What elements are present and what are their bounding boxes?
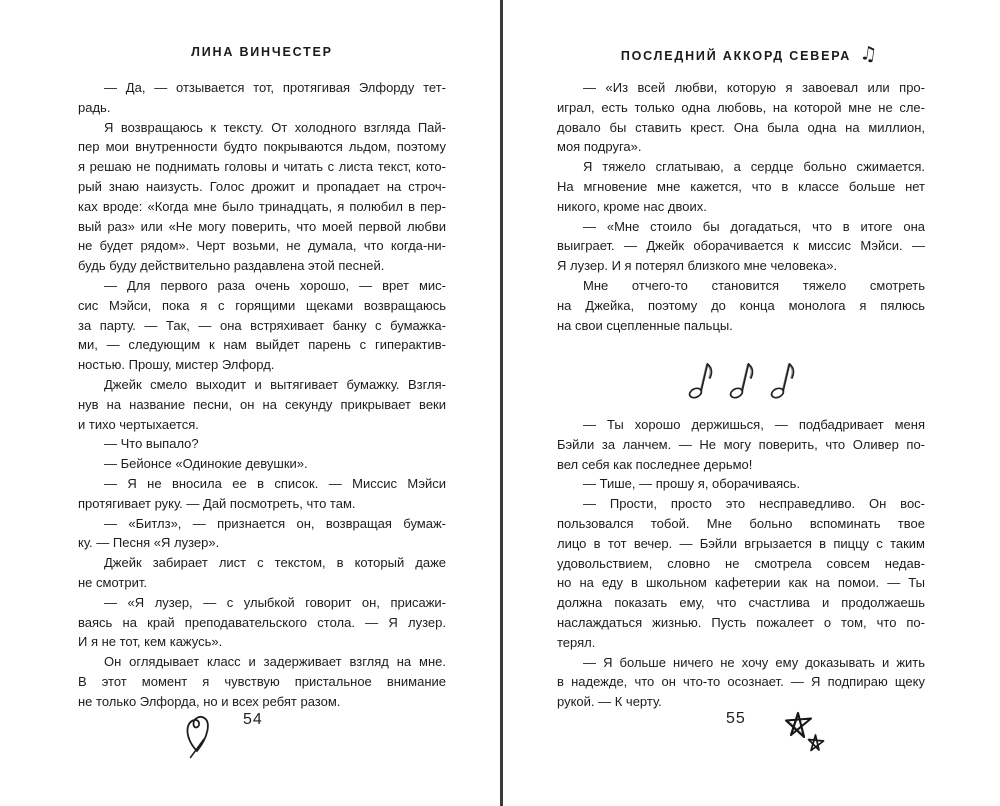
paragraph <box>78 78 446 118</box>
text-line: Бэйли за ланчем. — Не могу поверить, что Оливер по- <box>557 436 925 452</box>
text-line: — «Из всей любви, которую я завоевал или про- <box>583 80 925 95</box>
paragraph <box>557 653 925 712</box>
eighth-note-icon <box>769 355 795 401</box>
right-page <box>500 0 1000 806</box>
right-running-head <box>565 41 933 67</box>
text-line: В этот момент я чувствую пристальное внимание <box>78 673 446 689</box>
text-line: пер мои внутренности будто покрываются льдом, поэтому <box>78 139 446 155</box>
right-page-text-bottom <box>557 415 925 712</box>
left-running-head <box>78 45 446 59</box>
text-line: не только Элфорда, но и всех ребят разом. <box>78 693 341 709</box>
right-header-title: ПОСЛЕДНИЙ АККОРД СЕВЕРА <box>620 49 852 63</box>
paragraph <box>557 157 925 216</box>
text-line: Я тяжело сглатываю, а сердце больно сжимается. <box>583 159 925 175</box>
text-line: Он оглядывает класс и задерживает взгляд на мне. <box>104 654 446 670</box>
text-line: удовольствием, словно не смотрела совсем недав- <box>557 555 925 571</box>
text-line: протягивает руку. — Дай посмотреть, что там. <box>78 495 356 511</box>
beamed-eighth-notes-icon: ♫ <box>858 41 879 67</box>
right-page-number: 55 <box>726 710 746 727</box>
text-line: радь. <box>78 99 111 115</box>
paragraph <box>78 375 446 434</box>
text-line: должна показать ему, что счастлива и продолжаешь <box>557 595 925 611</box>
text-line: ваясь на край преподавательского стола. — Я лузер. <box>78 614 446 630</box>
text-line: — «Битлз», — признается он, возвращая бумаж- <box>104 515 446 531</box>
text-line: нув на название песни, он на секунду прикрывает веки <box>78 396 446 412</box>
text-line: выиграет. — Джейк оборачивается к миссис Мэйси. — <box>557 238 925 254</box>
text-line: ностью. Прошу, мистер Элфорд. <box>78 357 275 373</box>
text-line: на свои сцепленные пальцы. <box>557 317 733 333</box>
paragraph <box>78 276 446 375</box>
text-line: и тихо чертыхается. <box>78 416 199 432</box>
text-line: рый знаю наизусть. Голос дрожит и пропадает на строч- <box>78 178 446 194</box>
text-line: пользовался тобой. Мне больно вспоминать твое <box>557 515 925 531</box>
eighth-note-icon <box>687 355 713 401</box>
text-line: — Прости, просто это несправедливо. Он вос- <box>583 496 925 512</box>
text-line: я решаю не поднимать головы и читать с листа текст, кото- <box>78 159 446 175</box>
paragraph <box>557 217 925 276</box>
text-line: — «Я лузер, — с улыбкой говорит он, присажи- <box>104 594 446 610</box>
paragraph <box>78 454 446 474</box>
text-line: Я возвращаюсь к тексту. От холодного взгляда Пай- <box>104 119 446 135</box>
text-line: Джейк забирает лист с текстом, в который даже <box>104 555 446 571</box>
paragraph <box>557 415 925 474</box>
text-line: будь буду действительно раздавлена этой песней. <box>78 258 385 274</box>
music-notes-divider <box>557 355 925 403</box>
paragraph <box>557 474 925 494</box>
text-line: — Да, — отзывается тот, протягивая Элфорду тет- <box>104 80 446 95</box>
text-line: не смотрит. <box>78 574 147 590</box>
text-line: довало бы ставить крест. Она была одна на миллион, <box>557 119 925 135</box>
paragraph <box>78 593 446 652</box>
paragraph <box>78 514 446 554</box>
left-page-text <box>78 78 446 712</box>
text-line: лицо в тот вечер. — Бэйли вгрызается в пиццу с таким <box>557 535 925 551</box>
text-line: в надежде, что он что-то осознает. — Я подпираю щеку <box>557 674 925 690</box>
text-line: вый раз» или «Не могу поверить, что моей первой любви <box>78 218 446 234</box>
left-page-number: 54 <box>243 711 263 728</box>
paragraph <box>557 78 925 157</box>
left-header-title: ЛИНА ВИНЧЕСТЕР <box>191 45 333 59</box>
text-line: но на еду в школьном кафетерии как на помои. — Ты <box>557 575 925 591</box>
text-line: моя подруга». <box>557 139 642 155</box>
text-line: играл, есть только одна любовь, на которой мне не сле- <box>557 99 925 115</box>
text-line: вел себя как последнее дерьмо! <box>557 456 753 472</box>
text-line: ми, — следующим к нам выйдет парень с гиперактив- <box>78 337 446 353</box>
text-line: — Для первого раза очень хорошо, — врет мис- <box>104 277 446 293</box>
text-line: — Что выпало? <box>104 436 199 452</box>
text-line: не будет рядом». Черт возьми, не думала, что когда-ни- <box>78 238 446 254</box>
text-line: на Джейка, поэтому до конца монолога я пялюсь <box>557 297 925 313</box>
eighth-note-icon <box>728 355 754 401</box>
text-line: Мне отчего-то становится тяжело смотреть <box>583 277 925 293</box>
paragraph <box>557 494 925 652</box>
text-line: На мгновение мне кажется, что в классе больше нет <box>557 178 925 194</box>
text-line: — Я не вносила ее в список. — Миссис Мэйси <box>104 475 446 491</box>
text-line: И я не тот, кем кажусь». <box>78 634 223 650</box>
star-doodle <box>784 706 832 758</box>
paragraph <box>78 434 446 454</box>
text-line: терял. <box>557 634 596 650</box>
heart-doodle <box>184 712 214 760</box>
text-line: наслаждаться жизнью. Пусть пожалеет о том, что по- <box>557 614 925 630</box>
text-line: — Я больше ничего не хочу ему доказывать и жить <box>583 654 925 670</box>
text-line: за парту. — Так, — она встряхивает банку с бумажка- <box>78 317 446 333</box>
text-line: сис Мэйси, пока я с горящими щеками возвращаюсь <box>78 297 446 313</box>
text-line: Джейк смело выходит и вытягивает бумажку. Взгля- <box>104 376 446 392</box>
text-line: рукой. — К черту. <box>557 694 662 710</box>
text-line: — Бейонсе «Одинокие девушки». <box>104 456 308 472</box>
text-line: — «Мне стоило бы догадаться, что в итоге она <box>583 218 925 234</box>
paragraph <box>557 276 925 335</box>
paragraph <box>78 474 446 514</box>
text-line: никого, кроме нас двоих. <box>557 198 707 214</box>
text-line: ках вроде: «Когда мне было тринадцать, я полюбил в пер- <box>78 198 446 214</box>
text-line: Я лузер. И я потерял близкого мне человека». <box>557 258 838 274</box>
paragraph <box>78 652 446 711</box>
text-line: — Ты хорошо держишься, — подбадривает меня <box>583 417 925 432</box>
paragraph <box>78 118 446 276</box>
text-line: ку. — Песня «Я лузер». <box>78 535 220 551</box>
paragraph <box>78 553 446 593</box>
right-page-text-top <box>557 78 925 335</box>
text-line: — Тише, — прошу я, оборачиваясь. <box>583 476 801 492</box>
